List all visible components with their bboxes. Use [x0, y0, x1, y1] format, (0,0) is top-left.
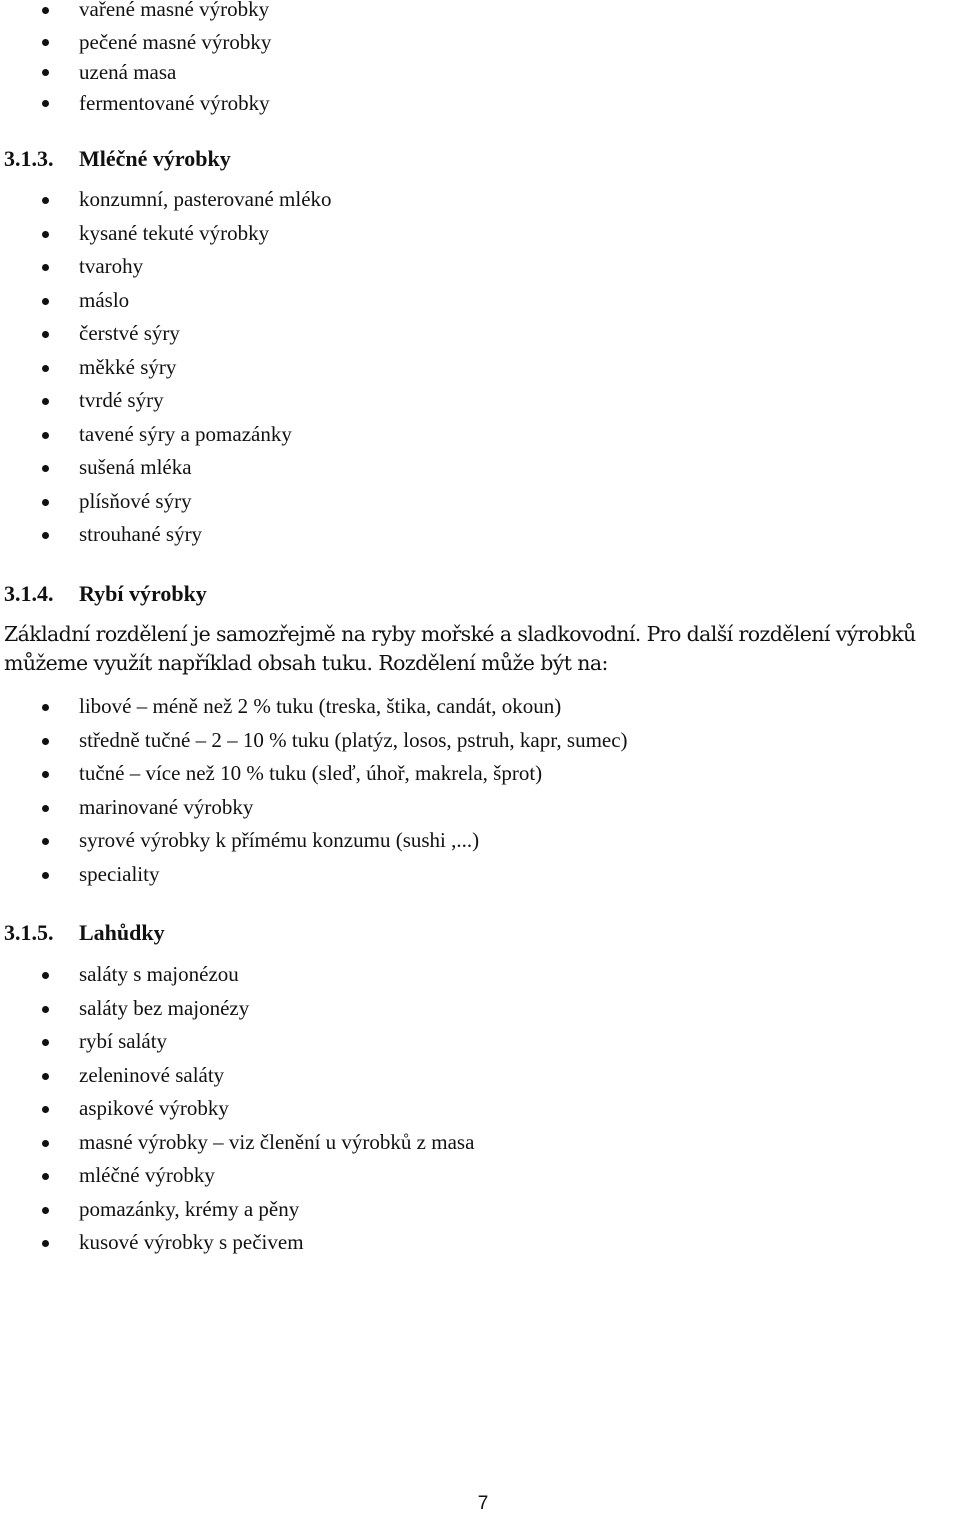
- list-item: [0, 418, 940, 452]
- bullet-icon: [42, 231, 49, 238]
- list-item-text: rybí saláty: [79, 1029, 168, 1053]
- bullet-icon: [42, 298, 49, 305]
- list-item: [0, 57, 940, 88]
- list-item-text: tvrdé sýry: [79, 388, 164, 412]
- bullet-icon: [42, 365, 49, 372]
- list-item-text: syrové výrobky k přímému konzumu (sushi ,...): [79, 828, 480, 852]
- bullet-icon: [42, 7, 49, 14]
- section-number: 3.1.4.: [4, 581, 54, 606]
- fish-intro-paragraph: [4, 620, 960, 678]
- bullet-icon: [42, 704, 49, 711]
- list-item-text: plísňové sýry: [79, 488, 192, 513]
- list-item-text: marinované výrobky: [79, 794, 254, 819]
- list-item: [0, 1193, 940, 1227]
- bullet-icon: [42, 532, 49, 539]
- list-item-text: konzumní, pasterované mléko: [79, 187, 332, 211]
- list-item: [0, 824, 940, 858]
- paragraph-text-continued: Rozdělení může být na:: [378, 651, 608, 675]
- list-item-text: fermentované výrobky: [79, 90, 270, 115]
- list-item: [0, 518, 940, 552]
- list-item-text: sušená mléka: [79, 455, 192, 479]
- bullet-icon: [42, 197, 49, 204]
- list-item-text: masné výrobky – viz členění u výrobků z masa: [79, 1129, 475, 1154]
- bullet-icon: [42, 100, 49, 107]
- section-heading-3-1-4: [4, 581, 207, 607]
- section-number: 3.1.3.: [4, 146, 54, 171]
- meat-products-list: [0, 0, 940, 118]
- list-item-text: speciality: [79, 861, 160, 886]
- list-item-text: čerstvé sýry: [79, 321, 180, 345]
- list-item: [0, 88, 940, 119]
- list-item-text: uzená masa: [79, 60, 177, 84]
- bullet-icon: [42, 1207, 49, 1214]
- fish-products-list: [0, 690, 940, 891]
- bullet-icon: [42, 1106, 49, 1113]
- list-item: [0, 284, 940, 318]
- list-item: [0, 1226, 940, 1260]
- delicacies-list: [0, 958, 940, 1260]
- list-item-text: saláty bez majonézy: [79, 995, 250, 1020]
- dairy-products-list: [0, 183, 940, 552]
- list-item: [0, 0, 940, 27]
- list-item-text: zeleninové saláty: [79, 1062, 225, 1087]
- list-item: [0, 858, 940, 892]
- bullet-icon: [42, 1240, 49, 1247]
- list-item-text: máslo: [79, 287, 130, 312]
- list-item: [0, 958, 940, 992]
- bullet-icon: [42, 1006, 49, 1013]
- list-item-text: strouhané sýry: [79, 522, 203, 546]
- list-item: [0, 1126, 940, 1160]
- list-item: [0, 351, 940, 385]
- bullet-icon: [42, 872, 49, 879]
- list-item: [0, 183, 940, 217]
- list-item: [0, 992, 940, 1026]
- bullet-icon: [42, 1140, 49, 1147]
- list-item-text: tvarohy: [79, 254, 144, 278]
- section-title: Lahůdky: [79, 920, 165, 945]
- list-item-text: tavené sýry a pomazánky: [79, 421, 292, 446]
- section-title: Mléčné výrobky: [79, 146, 231, 171]
- list-item: [0, 1092, 940, 1126]
- bullet-icon: [42, 1073, 49, 1080]
- bullet-icon: [42, 972, 49, 979]
- list-item: [0, 1059, 940, 1093]
- bullet-icon: [42, 69, 49, 76]
- bullet-icon: [42, 1173, 49, 1180]
- list-item-text: kysané tekuté výrobky: [79, 220, 270, 245]
- bullet-icon: [42, 39, 49, 46]
- list-item-text: tučné – více než 10 % tuku (sleď, úhoř, makrela, šprot): [79, 761, 543, 785]
- list-item: [0, 724, 940, 758]
- list-item-text: aspikové výrobky: [79, 1096, 229, 1120]
- list-item: [0, 485, 940, 519]
- list-item-text: libové – méně než 2 % tuku (treska, štika, candát, okoun): [79, 694, 562, 718]
- list-item: [0, 217, 940, 251]
- list-item-text: kusové výrobky s pečivem: [79, 1230, 304, 1254]
- section-title: Rybí výrobky: [79, 581, 207, 606]
- list-item-text: měkké sýry: [79, 354, 177, 379]
- bullet-icon: [42, 805, 49, 812]
- list-item: [0, 1025, 940, 1059]
- bullet-icon: [42, 331, 49, 338]
- list-item: [0, 1159, 940, 1193]
- page-number: 7: [477, 1493, 489, 1514]
- list-item: [0, 791, 940, 825]
- list-item-text: pečené masné výrobky: [79, 29, 272, 54]
- bullet-icon: [42, 432, 49, 439]
- list-item: [0, 451, 940, 485]
- list-item: [0, 317, 940, 351]
- list-item-text: středně tučné – 2 – 10 % tuku (platýz, losos, pstruh, kapr, sumec): [79, 727, 628, 752]
- list-item: [0, 27, 940, 58]
- list-item-text: vařené masné výrobky: [79, 0, 270, 21]
- section-heading-3-1-3: [4, 146, 231, 172]
- bullet-icon: [42, 738, 49, 745]
- bullet-icon: [42, 465, 49, 472]
- bullet-icon: [42, 264, 49, 271]
- bullet-icon: [42, 771, 49, 778]
- list-item: [0, 384, 940, 418]
- paragraph-text: Základní rozdělení je samozřejmě na ryby mořské a sladkovodní. Pro další rozdělení výrobků můžeme využít například obsah tuku.: [4, 622, 916, 675]
- list-item-text: pomazánky, krémy a pěny: [79, 1196, 300, 1221]
- list-item: [0, 250, 940, 284]
- list-item-text: saláty s majonézou: [79, 962, 239, 986]
- list-item: [0, 757, 940, 791]
- list-item: [0, 690, 940, 724]
- bullet-icon: [42, 838, 49, 845]
- bullet-icon: [42, 398, 49, 405]
- bullet-icon: [42, 1039, 49, 1046]
- section-heading-3-1-5: [4, 920, 165, 946]
- bullet-icon: [42, 499, 49, 506]
- section-number: 3.1.5.: [4, 920, 54, 945]
- list-item-text: mléčné výrobky: [79, 1163, 215, 1187]
